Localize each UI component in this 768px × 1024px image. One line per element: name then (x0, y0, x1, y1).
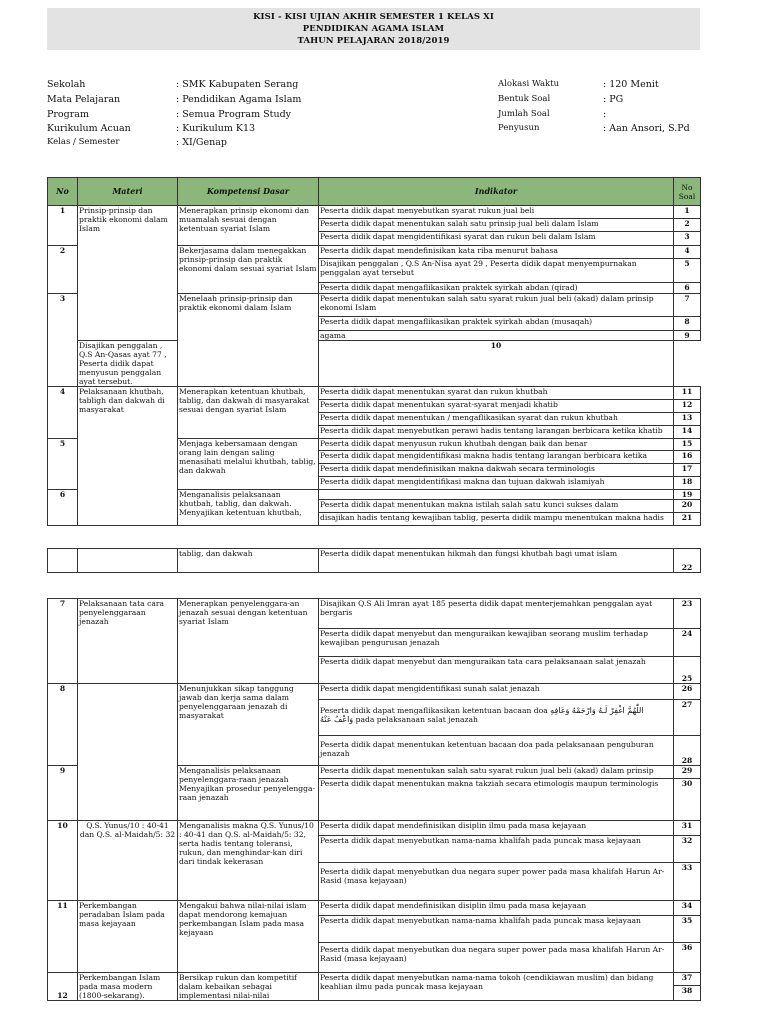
no-soal-cell: 27 (674, 700, 701, 736)
info-value-kurikulum: : Kurikulum K13 (176, 123, 256, 134)
table-row (48, 549, 701, 573)
info-value-kelas: : XI/Genap (176, 137, 228, 148)
materi-cell: Pelaksanaan khutbah, tabligh dan dakwah di masyarakat (78, 387, 178, 526)
kd-cell: Mengakui bahwa nilai-nilai islam dapat mendorong kemajuan perkembangan Islam pada masa kejayaan (178, 901, 319, 973)
header-indikator: Indikator (319, 178, 674, 206)
no-soal-cell: 22 (674, 549, 701, 573)
row-no: 8 (48, 684, 78, 766)
indikator-cell: Peserta didik dapat menentukan salah satu prinsip jual beli dalam Islam (319, 219, 674, 232)
arabic-doa-text-2: وَاعْفُ عَنْهُ (320, 715, 354, 724)
info-value-alokasi: : 120 Menit (603, 79, 659, 90)
header-kd: Kompetensi Dasar (178, 178, 319, 206)
no-soal-cell: 38 (674, 985, 701, 1000)
row-no: 5 (48, 439, 78, 490)
no-soal-cell: 6 (674, 283, 701, 294)
info-label-jumlah: Jumlah Soal (498, 109, 550, 119)
no-soal-cell: 30 (674, 779, 701, 821)
table-row (48, 821, 701, 836)
no-soal-cell: 14 (674, 426, 701, 439)
materi-cell: Perkembangan Islam pada masa modern (1800-sekarang). (78, 973, 178, 1001)
materi-cell: Perkembangan peradaban Islam pada masa kejayaan (78, 901, 178, 973)
no-soal-cell: 19 (674, 490, 701, 500)
indikator-cell: Peserta didik dapat menyebutkan nama-nama tokoh (cendikiawan muslim) dan bidang keahlian ilmu pada puncak masa kejayaan (319, 973, 674, 1001)
row-no: 9 (48, 766, 78, 821)
no-soal-cell: 34 (674, 901, 701, 916)
indikator-cell: Peserta didik dapat menentukan makna istilah salah satu kunci sukses dalam (319, 500, 674, 513)
title-line-1: KISI - KISI UJIAN AKHIR SEMESTER 1 KELAS XI (253, 12, 494, 22)
table-row (48, 599, 701, 629)
info-label-bentuk: Bentuk Soal (498, 94, 551, 104)
indikator-text-2: pada pelaksanaan salat jenazah (355, 715, 478, 724)
no-soal-cell: 12 (674, 400, 701, 413)
kd-cell: Menerapkan prinsip ekonomi dan muamalah sesuai dengan ketentuan syariat Islam (178, 206, 319, 246)
indikator-cell: Peserta didik dapat mendefinisikan makna dakwah secara terminologis (319, 464, 674, 477)
indikator-cell: Peserta didik dapat mengidentifikasi makna hadis tentang larangan berbicara ketika (319, 451, 674, 464)
row-no: 10 (48, 821, 78, 901)
no-soal-cell: 7 (674, 294, 701, 317)
indikator-cell: Peserta didik dapat menentukan / mengaflikasikan syarat dan rukun khutbah (319, 413, 674, 426)
info-label-sekolah: Sekolah (47, 79, 86, 90)
header-no-soal-2: Soal (678, 191, 696, 201)
no-soal-cell: 4 (674, 246, 701, 259)
indikator-cell: Disajikan penggalan , Q.S An-Qasas ayat 77 , Peserta didik dapat menyusun penggalan ayat tersebut. (78, 341, 178, 387)
no-soal-cell: 2 (674, 219, 701, 232)
table-header-row (48, 178, 701, 206)
indikator-cell: Peserta didik dapat mengidentifikasi sunah salat jenazah (319, 684, 674, 700)
row-no: 2 (48, 246, 78, 294)
table-row (48, 901, 701, 916)
header-no-soal (674, 178, 701, 206)
row-no: 11 (48, 901, 78, 973)
indikator-cell: Peserta didik dapat menyusun rukun khutbah dengan baik dan benar (319, 439, 674, 451)
info-label-program: Program (47, 109, 89, 120)
info-value-penyusun: : Aan Ansori, S.Pd (603, 123, 690, 134)
table-row (48, 387, 701, 400)
indikator-cell: Peserta didik dapat menyebutkan perawi hadis tentang larangan berbicara ketika khatib (319, 426, 674, 439)
kd-cell: Menjaga kebersamaan dengan orang lain dengan saling menasihati melalui khutbah, tablig, dan dakwah (178, 439, 319, 490)
table-row (48, 341, 701, 387)
info-value-jumlah: : (603, 109, 607, 120)
indikator-cell (319, 490, 674, 500)
indikator-cell: Peserta didik dapat menyebutkan nama-nama khalifah pada puncak masa kejayaan (319, 916, 674, 943)
header-no-soal-1: No (681, 182, 693, 192)
document-header (47, 8, 700, 50)
kd-cell: Bekerjasama dalam menegakkan prinsip-prinsip dan praktik ekonomi dalam sesuai syariat Islam (178, 246, 319, 294)
header-materi: Materi (78, 178, 178, 206)
no-soal-cell: 13 (674, 413, 701, 426)
indikator-cell: Peserta didik dapat menentukan makna takziah secara etimologis maupun terminologis (319, 779, 674, 821)
kd-cell: Menganalisis pelaksanaan penyelenggara-raan jenazah Menyajikan prosedur penyelengga-raan jenazah (178, 766, 319, 821)
info-label-kurikulum: Kurikulum Acuan (47, 123, 131, 134)
no-soal-cell: 18 (674, 477, 701, 490)
info-label-penyusun: Penyusun (498, 123, 540, 133)
kd-cell: tablig, dan dakwah (178, 549, 319, 573)
no-soal-cell: 24 (674, 629, 701, 657)
indikator-cell: agama (319, 331, 674, 341)
indikator-text: Peserta didik dapat mengaflikasikan ketentuan bacaan doa (320, 706, 548, 715)
indikator-cell: disajikan hadis tentang kewajiban tablig, peserta didik mampu menentukan makna hadis (319, 513, 674, 526)
kd-cell: Menelaah prinsip-prinsip dan praktik ekonomi dalam Islam (178, 294, 319, 387)
row-no: 12 (48, 973, 78, 1001)
title-line-3: TAHUN PELAJARAN 2018/2019 (297, 36, 450, 46)
indikator-cell: Peserta didik dapat mengidentifikasi makna dan tujuan dakwah islamiyah (319, 477, 674, 490)
kd-cell: Bersikap rukun dan kompetitif dalam kebaikan sebagai implementasi nilai-nilai (178, 973, 319, 1001)
row-no (48, 549, 78, 573)
indikator-cell: Disajikan penggalan , Q.S An-Nisa ayat 29 , Peserta didik dapat menyempurnakan penggalan ayat tersebut (319, 259, 674, 283)
indikator-cell: Peserta didik dapat menyebutkan dua negara super power pada masa khalifah Harun Ar-Rasid (masa kejayaan) (319, 943, 674, 973)
no-soal-cell: 37 (674, 973, 701, 986)
indikator-cell: Peserta didik dapat menyebutkan dua negara super power pada masa khalifah Harun Ar-Rasid (masa kejayaan) (319, 863, 674, 901)
kisi-table-part-2 (47, 548, 701, 573)
no-soal-cell: 20 (674, 500, 701, 513)
no-soal-cell: 1 (674, 206, 701, 219)
no-soal-cell: 15 (674, 439, 701, 451)
kd-cell: Menganalisis pelaksanaan khutbah, tablig, dan dakwah. Menyajikan ketentuan khutbah, (178, 490, 319, 526)
indikator-cell: Peserta didik dapat mendefinisikan kata riba menurut bahasa (319, 246, 674, 259)
no-soal-cell: 25 (674, 657, 701, 684)
row-no: 7 (48, 599, 78, 684)
table-row (48, 206, 701, 219)
indikator-cell: Peserta didik dapat menentukan salah satu syarat rukun jual beli (akad) dalam prinsip (319, 766, 674, 779)
row-no: 6 (48, 490, 78, 526)
indikator-cell: Peserta didik dapat menyebut dan menguraikan tata cara pelaksanaan salat jenazah (319, 657, 674, 684)
indikator-cell: Peserta didik dapat menentukan salah satu syarat rukun jual beli (akad) dalam prinsip ekonomi Islam (319, 294, 674, 317)
materi-cell (78, 549, 178, 573)
row-no: 1 (48, 206, 78, 246)
info-label-kelas: Kelas / Semester (47, 137, 120, 147)
kd-cell: Menerapkan ketentuan khutbah, tablig, dan dakwah di masyarakat sesuai dengan syariat Islam (178, 387, 319, 439)
arabic-doa-text: اللّٰهُمَّ اغْفِرْ لَـهُ وَارْحَمْهُ وَعَافِهِ (550, 706, 644, 715)
info-value-mapel: : Pendidikan Agama Islam (176, 94, 302, 105)
row-no: 4 (48, 387, 78, 439)
kisi-table-part-3 (47, 598, 701, 1001)
kd-cell: Menerapkan penyelenggara-an jenazah sesuai dengan ketentuan syariat Islam (178, 599, 319, 684)
materi-cell (78, 684, 178, 821)
header-no: No (48, 178, 78, 206)
title-line-2: PENDIDIKAN AGAMA ISLAM (302, 24, 445, 34)
materi-cell: Prinsip-prinsip dan praktik ekonomi dalam Islam (78, 206, 178, 341)
no-soal-cell: 11 (674, 387, 701, 400)
indikator-cell: Disajikan Q.S Ali Imran ayat 185 peserta didik dapat menterjemahkan penggalan ayat bergaris (319, 599, 674, 629)
table-row (48, 973, 701, 986)
indikator-cell: Peserta didik dapat menentukan ketentuan bacaan doa pada pelaksanaan penguburan jenazah (319, 736, 674, 766)
no-soal-cell: 3 (674, 232, 701, 246)
no-soal-cell: 16 (674, 451, 701, 464)
no-soal-cell: 36 (674, 943, 701, 973)
no-soal-cell: 32 (674, 836, 701, 863)
kisi-table-part-1 (47, 177, 701, 526)
indikator-cell: Peserta didik dapat menentukan syarat-syarat menjadi khatib (319, 400, 674, 413)
indikator-cell: Peserta didik dapat mengidentifikasi syarat dan rukun beli dalam Islam (319, 232, 674, 246)
indikator-cell (319, 700, 674, 736)
indikator-cell: Peserta didik dapat menentukan hikmah dan fungsi khutbah bagi umat islam (319, 549, 674, 573)
no-soal-cell: 5 (674, 259, 701, 283)
table-row (48, 684, 701, 700)
info-value-program: : Semua Program Study (176, 109, 292, 120)
kd-cell: Menunjukkan sikap tanggung jawab dan kerja sama dalam penyelenggaraan jenazah di masyarakat (178, 684, 319, 766)
row-no: 3 (48, 294, 78, 387)
no-soal-cell: 28 (674, 736, 701, 766)
materi-cell: Pelaksanaan tata cara penyelenggaraan jenazah (78, 599, 178, 684)
no-soal-cell: 31 (674, 821, 701, 836)
indikator-cell: Peserta didik dapat mengaflikasikan praktek syirkah abdan (qirad) (319, 283, 674, 294)
indikator-cell: Peserta didik dapat menyebutkan syarat rukun jual beli (319, 206, 674, 219)
no-soal-cell: 33 (674, 863, 701, 901)
no-soal-cell: 8 (674, 317, 701, 331)
indikator-cell: Peserta didik dapat mengaflikasikan praktek syirkah abdan (musaqah) (319, 317, 674, 331)
no-soal-cell: 23 (674, 599, 701, 629)
info-label-mapel: Mata Pelajaran (47, 94, 121, 105)
no-soal-cell: 35 (674, 916, 701, 943)
no-soal-cell: 21 (674, 513, 701, 526)
materi-cell: Q.S. Yunus/10 : 40-41 dan Q.S. al-Maidah/5: 32 (78, 821, 178, 901)
indikator-cell: Peserta didik dapat mendefinisikan disiplin ilmu pada masa kejayaan (319, 901, 674, 916)
info-value-bentuk: : PG (603, 94, 624, 105)
no-soal-cell: 10 (319, 341, 674, 387)
no-soal-cell: 26 (674, 684, 701, 700)
no-soal-cell: 9 (674, 331, 701, 341)
info-value-sekolah: : SMK Kabupaten Serang (176, 79, 299, 90)
no-soal-cell: 29 (674, 766, 701, 779)
indikator-cell: Peserta didik dapat mendefinisikan disiplin ilmu pada masa kejayaan (319, 821, 674, 836)
indikator-cell: Peserta didik dapat menyebut dan menguraikan kewajiban seorang muslim terhadap kewajiban pengurusan jenazah (319, 629, 674, 657)
indikator-cell: Peserta didik dapat menyebutkan nama-nama khalifah pada puncak masa kejayaan (319, 836, 674, 863)
kd-cell: Menganalisis makna Q.S. Yunus/10 : 40-41 dan Q.S. al-Maidah/5: 32, serta hadis tentang toleransi, rukun, dan menghindar-kan diri dari tindak kekerasan (178, 821, 319, 901)
info-label-alokasi: Alokasi Waktu (498, 79, 560, 89)
no-soal-cell: 17 (674, 464, 701, 477)
indikator-cell: Peserta didik dapat menentukan syarat dan rukun khutbah (319, 387, 674, 400)
